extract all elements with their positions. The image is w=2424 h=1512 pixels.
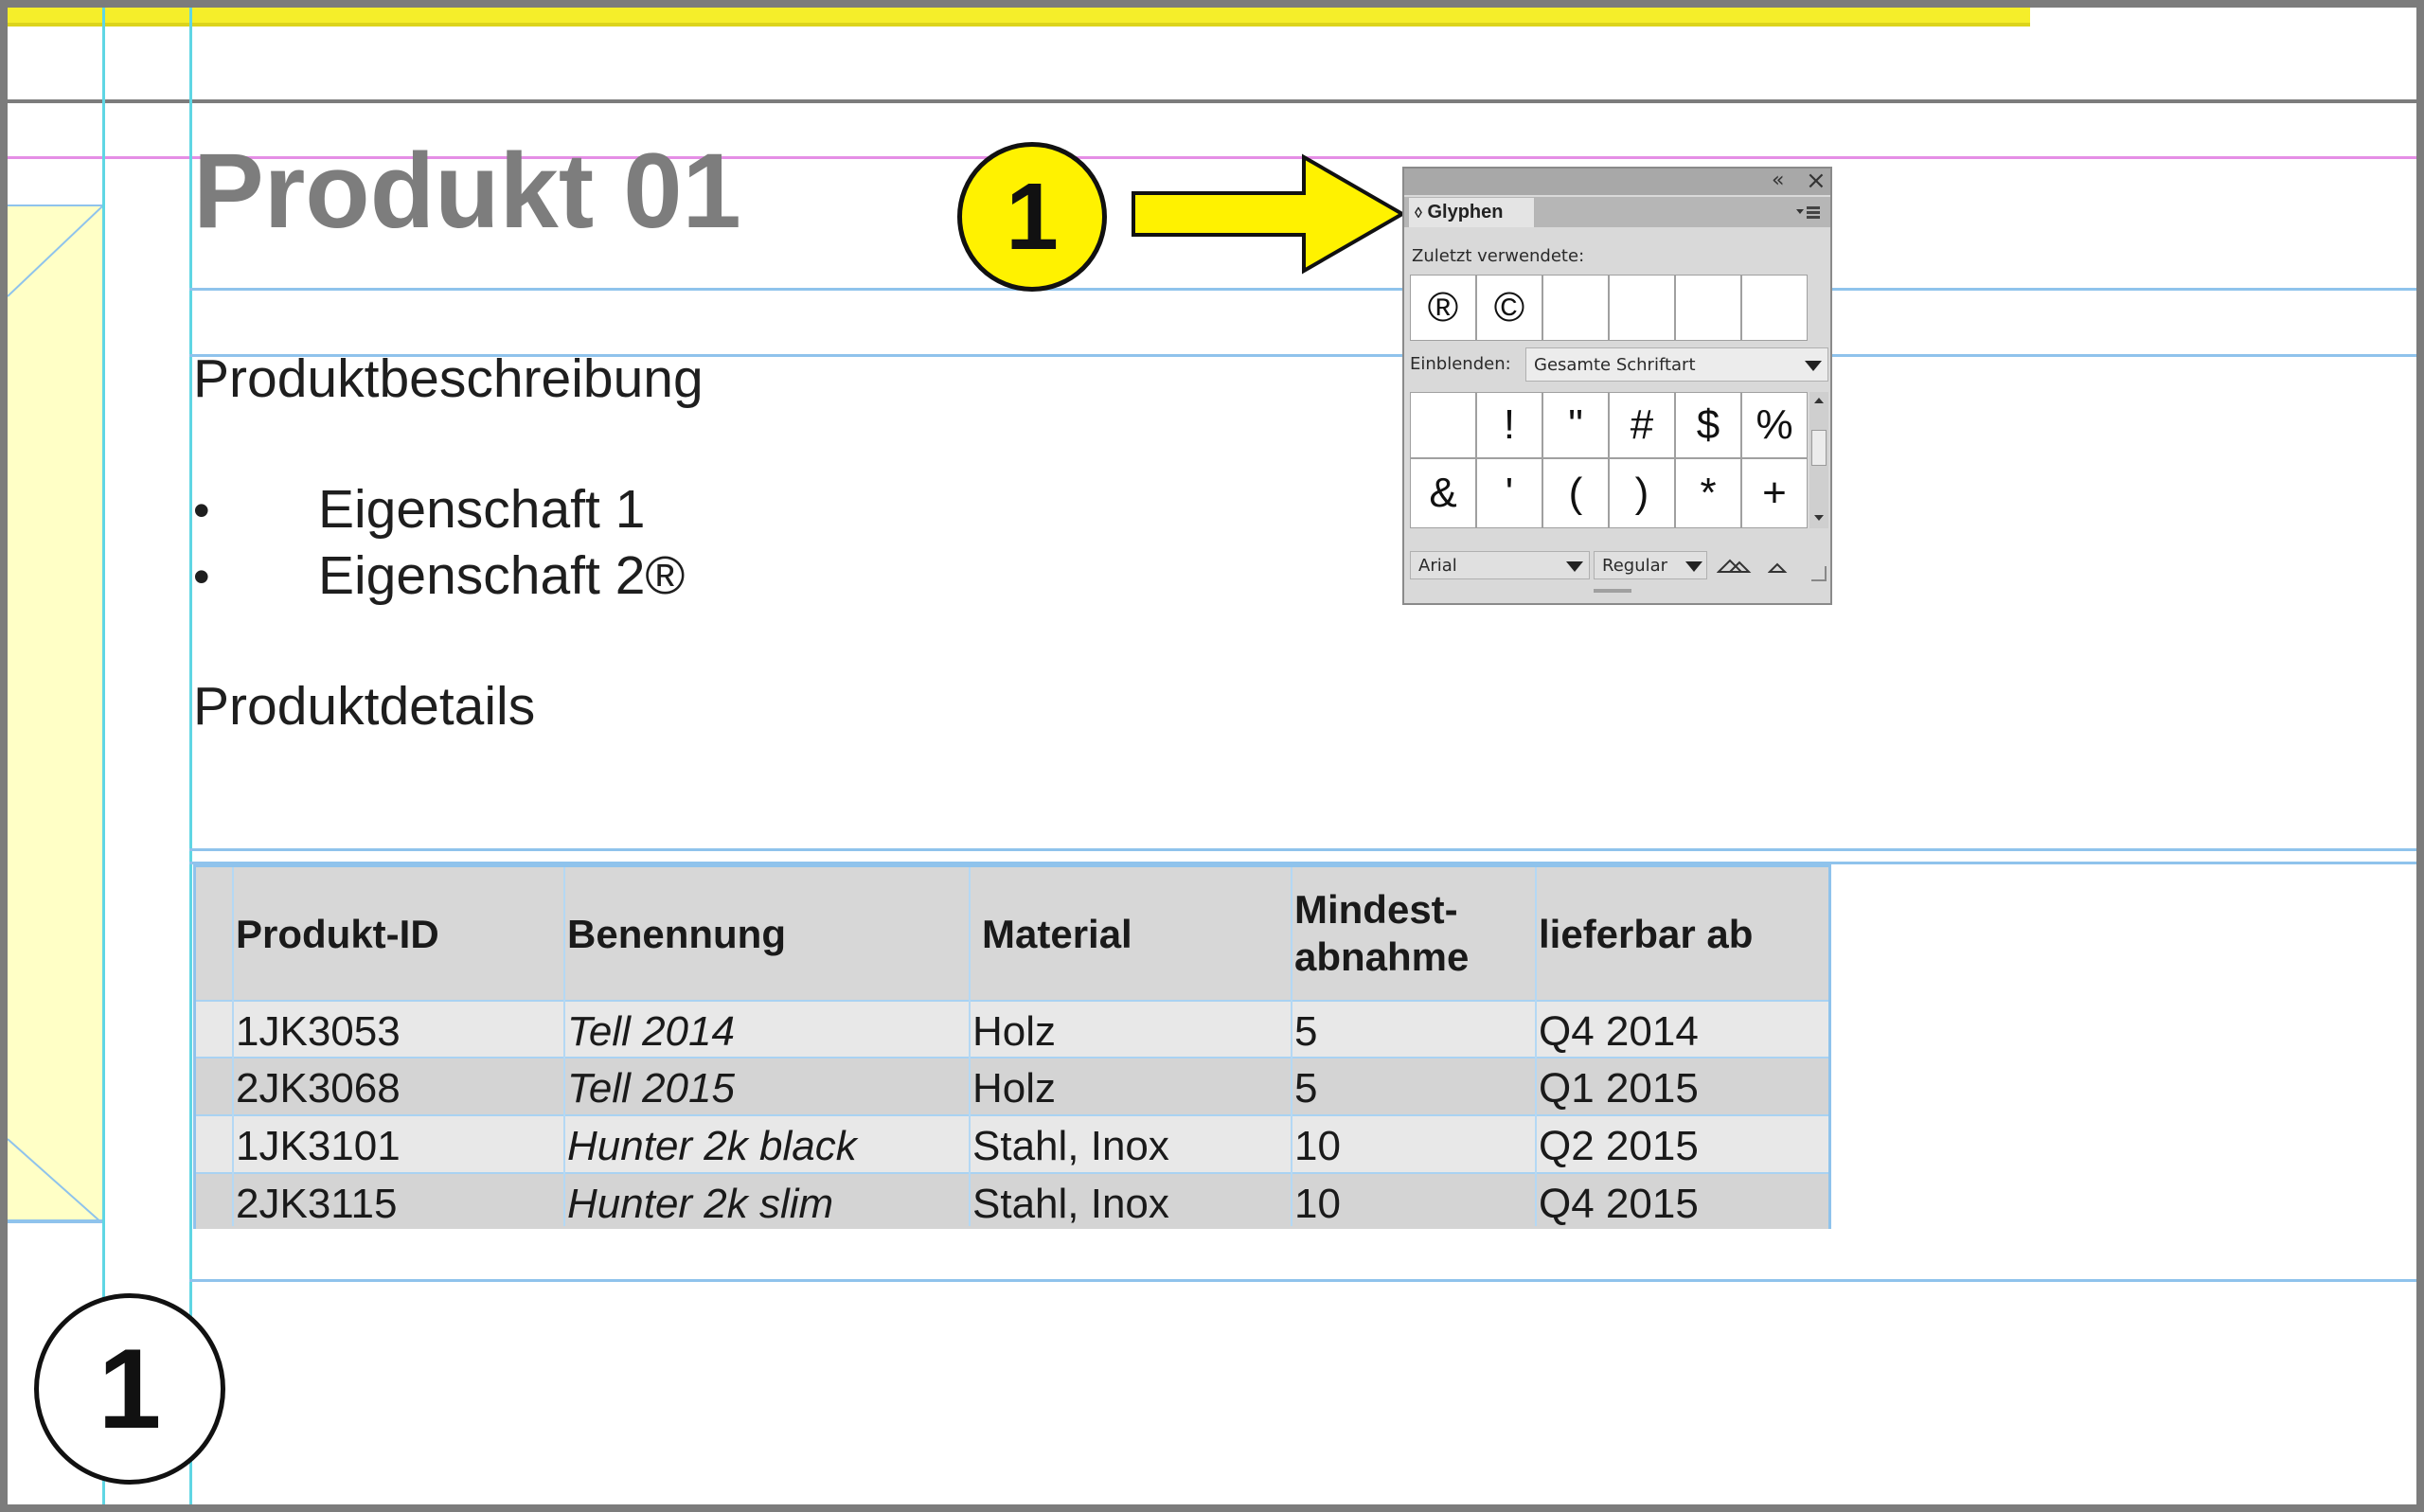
feature-item-2[interactable]: Eigenschaft 2® — [318, 545, 686, 606]
cell-lieferbar-ab: Q4 2014 — [1539, 1008, 1699, 1055]
cell-material: Stahl, Inox — [972, 1123, 1169, 1169]
callout-arrow-icon — [1130, 153, 1414, 276]
chevron-down-icon — [1805, 361, 1822, 371]
yellow-highlight-band — [8, 8, 2030, 23]
cell-material: Holz — [972, 1008, 1057, 1055]
cell-mindestabnahme: 5 — [1294, 1065, 1318, 1112]
cell-produkt-id: 1JK3101 — [236, 1123, 401, 1169]
cell-material: Holz — [972, 1065, 1057, 1112]
header-lieferbar-ab: lieferbar ab — [1539, 912, 1754, 956]
cell-mindestabnahme: 5 — [1294, 1008, 1318, 1055]
details-heading[interactable]: Produktdetails — [193, 676, 536, 737]
guide-left-bottom — [8, 1221, 102, 1223]
cell-benennung: Hunter 2k black — [567, 1123, 857, 1169]
column-divider — [563, 867, 565, 1226]
cell-mindestabnahme: 10 — [1294, 1123, 1341, 1169]
glyph-cell[interactable]: " — [1542, 392, 1609, 458]
product-table[interactable] — [193, 864, 1831, 1229]
column-divider — [232, 867, 234, 1226]
collapse-panel-icon[interactable]: « — [1772, 169, 1785, 192]
page-title[interactable]: Produkt 01 — [193, 132, 741, 250]
tab-glyphen[interactable] — [1408, 197, 1535, 227]
close-panel-icon[interactable]: × — [1806, 167, 1827, 195]
column-divider — [969, 867, 971, 1226]
font-dropdown-value: Arial — [1418, 556, 1457, 576]
glyph-cell[interactable]: & — [1410, 458, 1476, 528]
chevron-down-icon — [1685, 561, 1702, 572]
cell-lieferbar-ab: Q1 2015 — [1539, 1065, 1699, 1112]
glyph-cell[interactable]: ! — [1476, 392, 1542, 458]
font-dropdown[interactable] — [1410, 551, 1590, 579]
recent-glyph-cell[interactable] — [1609, 275, 1675, 341]
glyph-cell[interactable]: ' — [1476, 458, 1542, 528]
callout-badge-arrow: 1 — [957, 142, 1107, 292]
recent-glyph-cell[interactable]: © — [1476, 275, 1542, 341]
zoom-out-glyphs-icon[interactable] — [1717, 557, 1755, 576]
header-benennung: Benennung — [567, 912, 786, 956]
resize-grip-icon[interactable] — [1811, 566, 1827, 581]
callout-badge-corner: 1 — [34, 1293, 225, 1485]
column-divider — [1535, 867, 1537, 1226]
show-dropdown-value: Gesamte Schriftart — [1534, 355, 1696, 375]
glyph-cell[interactable]: ( — [1542, 458, 1609, 528]
guide-vertical-2 — [189, 8, 192, 1512]
image-frame-placeholder[interactable] — [8, 205, 102, 1221]
glyphs-panel[interactable] — [1402, 167, 1832, 605]
tab-toggle-icon: ◊ — [1415, 205, 1422, 222]
header-produkt-id: Produkt-ID — [236, 912, 439, 956]
cell-material: Stahl, Inox — [972, 1181, 1169, 1227]
description-heading[interactable]: Produktbeschreibung — [193, 348, 704, 409]
glyph-cell[interactable]: # — [1609, 392, 1675, 458]
recent-glyphs-label: Zuletzt verwendete: — [1412, 246, 1585, 266]
cell-produkt-id: 2JK3115 — [236, 1181, 398, 1227]
guide-h-3 — [189, 848, 2424, 851]
recent-glyph-cell[interactable] — [1675, 275, 1741, 341]
yellow-highlight-edge — [8, 23, 2030, 27]
glyph-scrollbar[interactable] — [1809, 392, 1828, 528]
cell-produkt-id: 1JK3053 — [236, 1008, 401, 1055]
tab-glyphen-label: Glyphen — [1427, 202, 1504, 222]
show-dropdown[interactable] — [1525, 347, 1828, 382]
glyph-cell[interactable] — [1410, 392, 1476, 458]
chevron-down-icon — [1566, 561, 1583, 572]
scroll-down-icon[interactable] — [1814, 515, 1824, 521]
panel-menu-icon[interactable] — [1796, 205, 1821, 220]
glyph-cell[interactable]: ) — [1609, 458, 1675, 528]
glyph-cell[interactable]: * — [1675, 458, 1741, 528]
cell-lieferbar-ab: Q2 2015 — [1539, 1123, 1699, 1169]
style-dropdown[interactable] — [1594, 551, 1707, 579]
recent-glyph-cell[interactable] — [1542, 275, 1609, 341]
cell-produkt-id: 2JK3068 — [236, 1065, 401, 1112]
feature-item-1[interactable]: Eigenschaft 1 — [318, 479, 646, 540]
cell-benennung: Tell 2015 — [567, 1065, 735, 1112]
glyph-cell[interactable]: % — [1741, 392, 1808, 458]
scroll-up-icon[interactable] — [1814, 398, 1824, 403]
cell-mindestabnahme: 10 — [1294, 1181, 1341, 1227]
frame-diagonal-icon — [8, 206, 102, 1223]
column-divider — [1291, 867, 1292, 1226]
scroll-thumb[interactable] — [1811, 430, 1827, 466]
page-top-edge — [8, 99, 2424, 103]
bullet-1: • — [193, 484, 210, 537]
panel-titlebar[interactable] — [1404, 169, 1830, 195]
cell-benennung: Tell 2014 — [567, 1008, 735, 1055]
panel-menu-icon-svg — [1796, 205, 1821, 220]
header-mindestabnahme-line1: Mindest- — [1294, 887, 1458, 932]
panel-bottom-handle[interactable] — [1594, 589, 1631, 593]
style-dropdown-value: Regular — [1602, 556, 1668, 576]
guide-vertical-1 — [102, 8, 105, 1512]
cell-benennung: Hunter 2k slim — [567, 1181, 834, 1227]
header-material: Material — [982, 912, 1132, 956]
bullet-2: • — [193, 550, 210, 603]
show-label: Einblenden: — [1410, 354, 1511, 374]
recent-glyph-cell[interactable]: ® — [1410, 275, 1476, 341]
zoom-in-glyphs-icon[interactable] — [1768, 557, 1791, 576]
guide-h-5 — [189, 1279, 2424, 1282]
glyph-cell[interactable]: + — [1741, 458, 1808, 528]
glyph-cell[interactable]: $ — [1675, 392, 1741, 458]
guide-h-1 — [189, 288, 2424, 291]
header-mindestabnahme-line2: abnahme — [1294, 934, 1470, 979]
recent-glyph-cell[interactable] — [1741, 275, 1808, 341]
cell-lieferbar-ab: Q4 2015 — [1539, 1181, 1699, 1227]
